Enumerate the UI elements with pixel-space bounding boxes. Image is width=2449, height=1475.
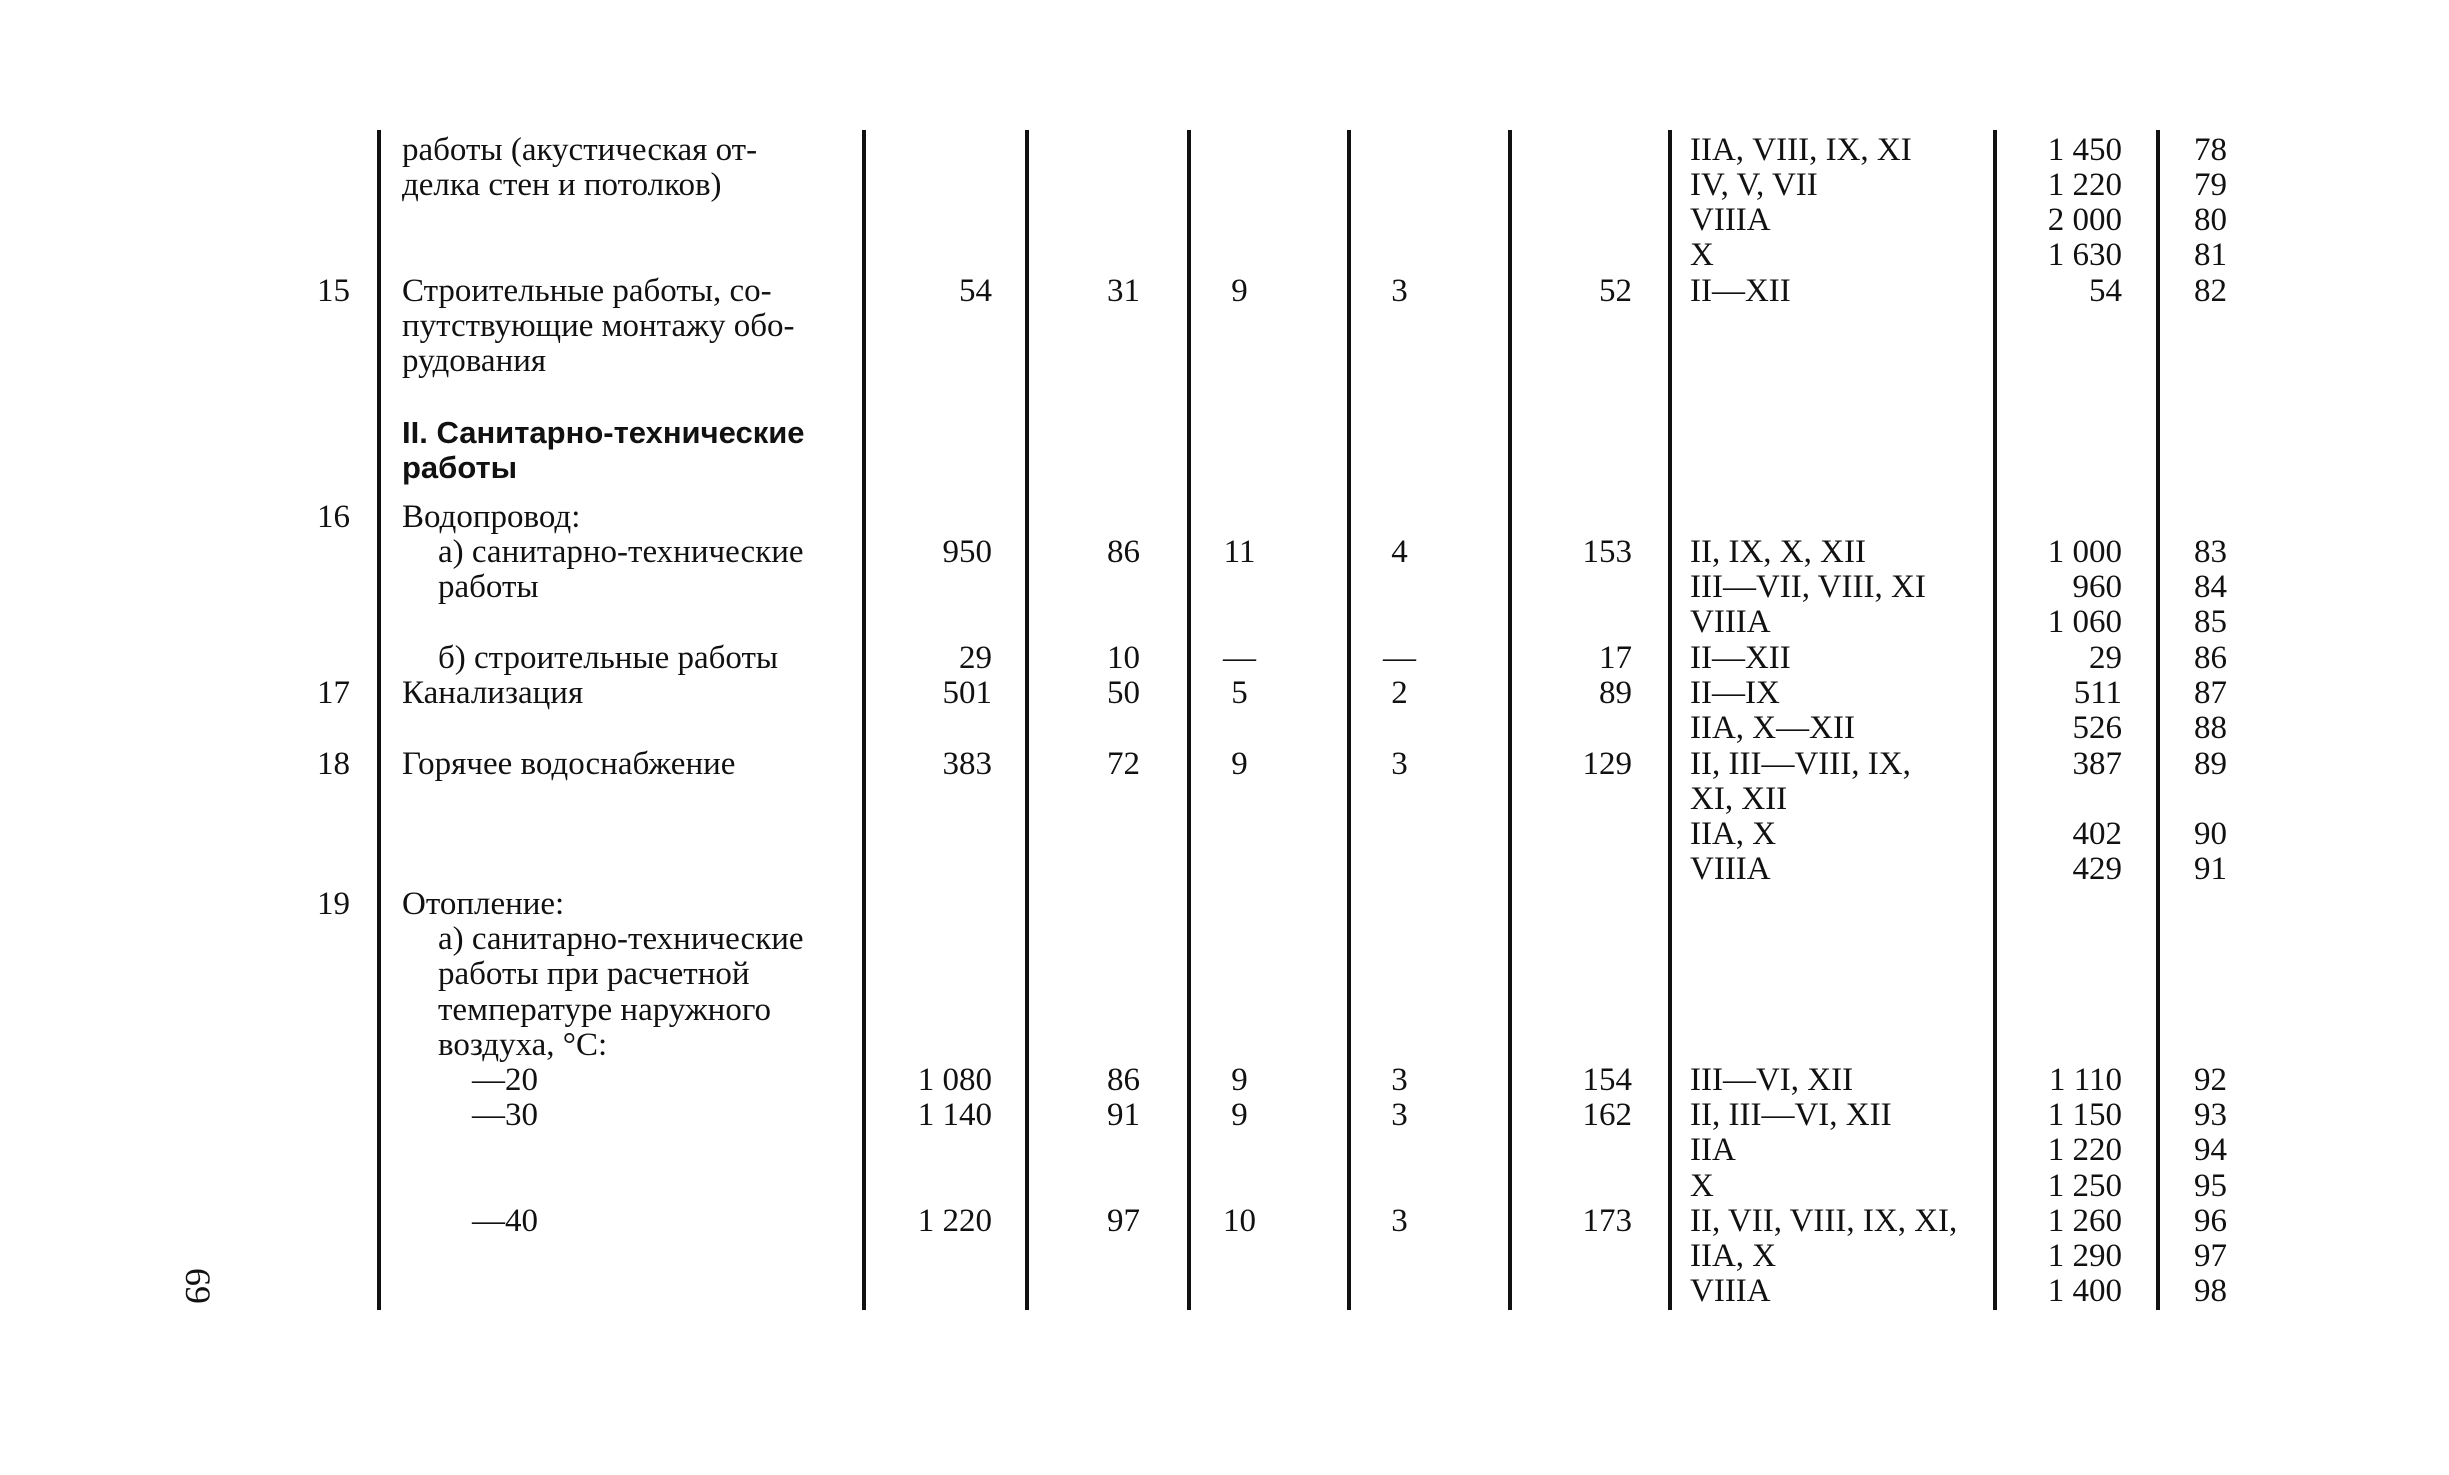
row-number: 15 [317, 273, 350, 309]
region-cell: IIА, X [1690, 816, 1777, 852]
description-line: а) санитарно-технические [438, 534, 804, 570]
region-cell: II, III—VI, XII [1690, 1097, 1892, 1133]
item-number: 86 [2194, 640, 2227, 676]
description-line: Канализация [402, 675, 584, 711]
value-cell: 3 [1391, 273, 1408, 309]
description-line: а) санитарно-технические [438, 921, 804, 958]
value-cell: 9 [1231, 1062, 1248, 1098]
description-line: Отопление: [402, 886, 565, 922]
row-number: 18 [317, 746, 350, 782]
region-cell: X [1690, 237, 1714, 273]
region-cell: VIIIА [1690, 851, 1771, 887]
item-number: 92 [2194, 1062, 2227, 1098]
norm-value-cell: 1 250 [2047, 1168, 2122, 1204]
value-cell: 10 [1223, 1203, 1256, 1239]
value-cell: — [1383, 640, 1416, 676]
norm-value-cell: 1 000 [2047, 534, 2122, 570]
item-number: 98 [2194, 1273, 2227, 1309]
value-cell: 383 [942, 746, 992, 782]
value-cell: 153 [1582, 534, 1632, 570]
region-cell: III—VI, XII [1690, 1062, 1854, 1098]
description-line: температуре наружного [438, 991, 772, 1028]
value-cell: 950 [942, 534, 992, 570]
value-cell: 154 [1582, 1062, 1632, 1098]
value-cell: 86 [1107, 534, 1140, 570]
item-number: 94 [2194, 1132, 2227, 1168]
region-cell: VIIIА [1690, 604, 1771, 640]
description-line: Горячее водоснабжение [402, 746, 736, 782]
value-cell: 3 [1391, 1062, 1408, 1098]
column-rule [1025, 130, 1029, 1310]
region-cell: III—VII, VIII, XI [1690, 569, 1926, 605]
value-cell: 173 [1582, 1203, 1632, 1239]
norm-value-cell: 1 060 [2047, 604, 2122, 640]
item-number: 84 [2194, 569, 2227, 605]
description-line: работы (акустическая от- [402, 132, 758, 168]
row-number: 17 [317, 675, 350, 711]
value-cell: 89 [1599, 675, 1632, 711]
region-cell: XI, XII [1690, 781, 1788, 817]
column-rule [1347, 130, 1351, 1310]
value-cell: 162 [1582, 1097, 1632, 1133]
item-number: 97 [2194, 1238, 2227, 1274]
value-cell: — [1223, 640, 1256, 676]
temperature-label: —20 [472, 1062, 538, 1098]
item-number: 90 [2194, 816, 2227, 852]
norm-value-cell: 1 150 [2047, 1097, 2122, 1133]
region-cell: II, IX, X, XII [1690, 534, 1866, 570]
norm-value-cell: 1 630 [2047, 237, 2122, 273]
norm-value-cell: 1 220 [2047, 1132, 2122, 1168]
value-cell: 17 [1599, 640, 1632, 676]
norm-value-cell: 1 220 [2047, 167, 2122, 203]
norm-value-cell: 402 [2072, 816, 2122, 852]
value-cell: 10 [1107, 640, 1140, 676]
description-line: работы при расчетной [438, 956, 750, 993]
value-cell: 52 [1599, 273, 1632, 309]
region-cell: IIА, X [1690, 1238, 1777, 1274]
item-number: 82 [2194, 273, 2227, 309]
value-cell: 1 140 [917, 1097, 992, 1133]
item-number: 83 [2194, 534, 2227, 570]
section-heading: II. Санитарно-технические [402, 415, 805, 450]
value-cell: 5 [1231, 675, 1248, 711]
column-rule [377, 130, 381, 1310]
norm-value-cell: 1 110 [2048, 1062, 2122, 1098]
value-cell: 501 [942, 675, 992, 711]
description-line: работы [438, 569, 539, 605]
region-cell: X [1690, 1168, 1714, 1204]
region-cell: VIIIА [1690, 202, 1771, 238]
value-cell: 129 [1582, 746, 1632, 782]
value-cell: 50 [1107, 675, 1140, 711]
region-cell: IIА [1690, 1132, 1736, 1168]
value-cell: 97 [1107, 1203, 1140, 1239]
norm-value-cell: 54 [2089, 273, 2122, 309]
item-number: 79 [2194, 167, 2227, 203]
value-cell: 4 [1391, 534, 1408, 570]
value-cell: 91 [1107, 1097, 1140, 1133]
value-cell: 29 [959, 640, 992, 676]
value-cell: 9 [1231, 746, 1248, 782]
item-number: 80 [2194, 202, 2227, 238]
item-number: 89 [2194, 746, 2227, 782]
description-line: Водопровод: [402, 499, 581, 535]
region-cell: VIIIА [1690, 1273, 1771, 1309]
temperature-label: —30 [472, 1097, 538, 1133]
column-rule [1993, 130, 1997, 1310]
temperature-label: —40 [472, 1203, 538, 1239]
page-number: 69 [178, 1268, 218, 1304]
item-number: 91 [2194, 851, 2227, 887]
item-number: 78 [2194, 132, 2227, 168]
value-cell: 54 [959, 273, 992, 309]
value-cell: 31 [1107, 273, 1140, 309]
norm-value-cell: 511 [2073, 675, 2122, 711]
norm-value-cell: 1 400 [2047, 1273, 2122, 1309]
section-heading: работы [402, 450, 518, 486]
norm-value-cell: 2 000 [2047, 202, 2122, 238]
region-cell: II, VII, VIII, IX, XI, [1690, 1203, 1958, 1239]
item-number: 95 [2194, 1168, 2227, 1204]
item-number: 93 [2194, 1097, 2227, 1133]
value-cell: 2 [1391, 675, 1408, 711]
value-cell: 1 080 [917, 1062, 992, 1098]
item-number: 88 [2194, 710, 2227, 746]
region-cell: II—XII [1690, 640, 1791, 676]
column-rule [1668, 130, 1672, 1310]
column-rule [862, 130, 866, 1310]
item-number: 87 [2194, 675, 2227, 711]
region-cell: IIА, VIII, IX, XI [1690, 132, 1912, 168]
column-rule [2156, 130, 2160, 1310]
description-line: рудования [402, 343, 547, 380]
value-cell: 3 [1391, 1097, 1408, 1133]
norm-value-cell: 387 [2072, 746, 2122, 782]
norm-value-cell: 526 [2072, 710, 2122, 746]
value-cell: 72 [1107, 746, 1140, 782]
column-rule [1187, 130, 1191, 1310]
region-cell: II, III—VIII, IX, [1690, 746, 1911, 782]
row-number: 19 [317, 886, 350, 922]
norm-value-cell: 1 290 [2047, 1238, 2122, 1274]
item-number: 85 [2194, 604, 2227, 640]
norm-value-cell: 1 450 [2047, 132, 2122, 168]
description-line: делка стен и потолков) [402, 167, 722, 204]
item-number: 96 [2194, 1203, 2227, 1239]
item-number: 81 [2194, 237, 2227, 273]
norm-value-cell: 1 260 [2047, 1203, 2122, 1239]
value-cell: 1 220 [917, 1203, 992, 1239]
norm-value-cell: 429 [2072, 851, 2122, 887]
description-line: воздуха, °С: [438, 1026, 608, 1063]
value-cell: 3 [1391, 746, 1408, 782]
norm-value-cell: 960 [2072, 569, 2122, 605]
region-cell: IV, V, VII [1690, 167, 1818, 203]
row-number: 16 [317, 499, 350, 535]
norm-value-cell: 29 [2089, 640, 2122, 676]
region-cell: II—IX [1690, 675, 1780, 711]
value-cell: 86 [1107, 1062, 1140, 1098]
region-cell: IIА, X—XII [1690, 710, 1855, 746]
description-line: Строительные работы, со- [402, 273, 772, 309]
region-cell: II—XII [1690, 273, 1791, 309]
description-line: путствующие монтажу обо- [402, 308, 795, 345]
value-cell: 9 [1231, 273, 1248, 309]
value-cell: 9 [1231, 1097, 1248, 1133]
value-cell: 3 [1391, 1203, 1408, 1239]
description-line: б) строительные работы [438, 640, 779, 676]
value-cell: 11 [1223, 534, 1256, 570]
